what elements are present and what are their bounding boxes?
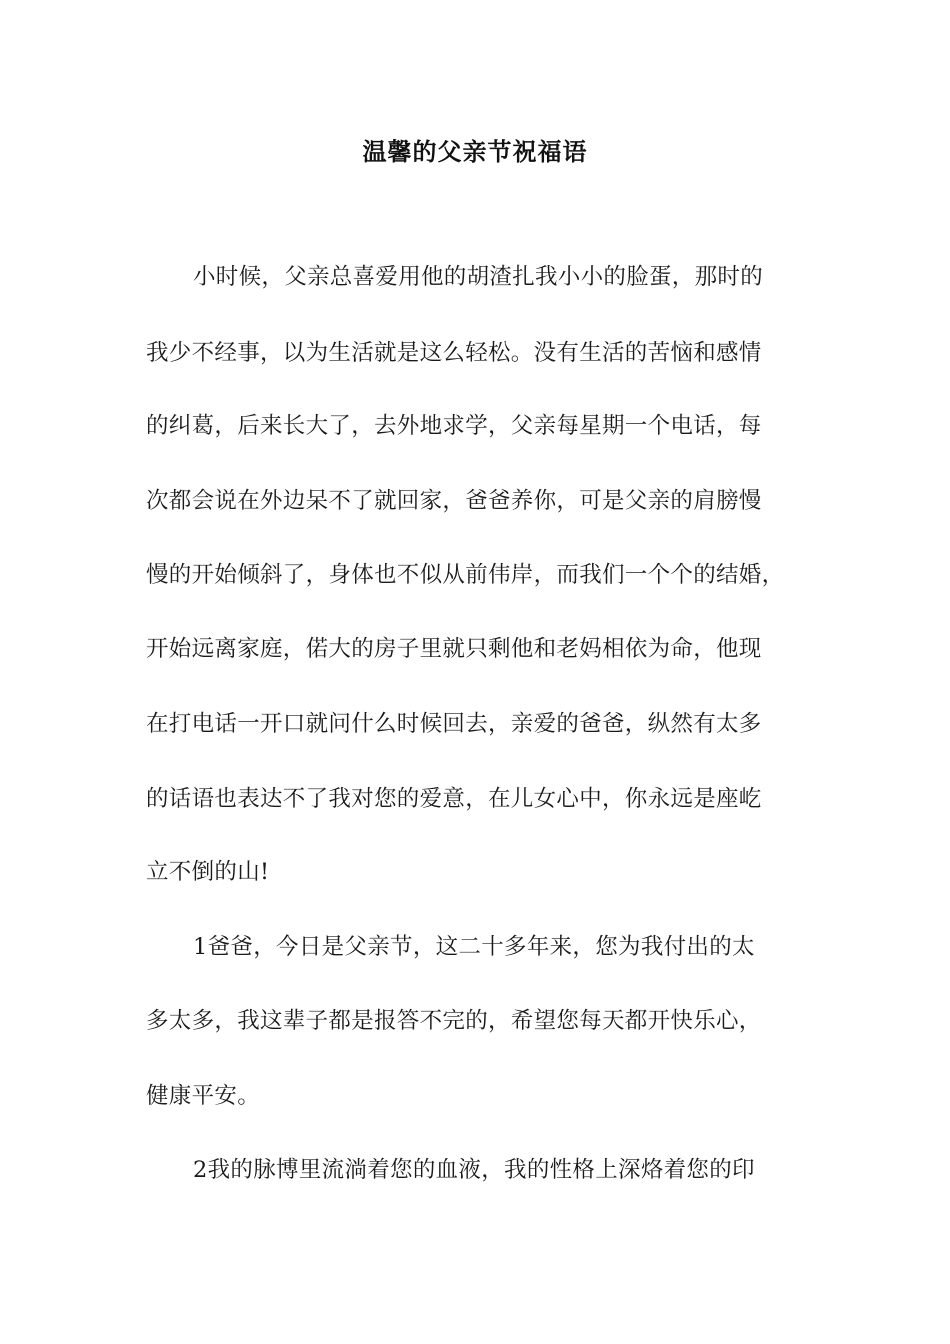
- paragraph-2-line-3: 健康平安。: [146, 1083, 261, 1109]
- paragraph-2-line-2: 多太多，我这辈子都是报答不完的，希望您每天都开快乐心，: [146, 1008, 762, 1034]
- paragraph-1-line-5: 慢的开始倾斜了，身体也不似从前伟岸，而我们一个个的结婚，: [146, 562, 785, 588]
- paragraph-1-line-6: 开始远离家庭，偌大的房子里就只剩他和老妈相依为命，他现: [146, 636, 762, 662]
- paragraph-1-line-7: 在打电话一开口就问什么时候回去，亲爱的爸爸，纵然有太多: [146, 711, 762, 737]
- paragraph-1-line-1: 小时候，父亲总喜爱用他的胡渣扎我小小的脸蛋，那时的: [193, 264, 764, 290]
- document-title: 温馨的父亲节祝福语: [362, 138, 588, 166]
- paragraph-1-line-4: 次都会说在外边呆不了就回家，爸爸养你，可是父亲的肩膀慢: [146, 488, 762, 514]
- paragraph-1-line-9: 立不倒的山!: [146, 859, 270, 885]
- paragraph-1-line-8: 的话语也表达不了我对您的爱意，在儿女心中，你永远是座屹: [146, 786, 762, 812]
- paragraph-1-line-3: 的纠葛，后来长大了，去外地求学，父亲每星期一个电话，每: [146, 413, 762, 439]
- paragraph-3-line-1: 2我的脉博里流淌着您的血液，我的性格上深烙着您的印: [193, 1157, 755, 1183]
- paragraph-1-line-2: 我少不经事，以为生活就是这么轻松。没有生活的苦恼和感情: [146, 340, 762, 366]
- paragraph-2-line-1: 1爸爸，今日是父亲节，这二十多年来，您为我付出的太: [193, 934, 755, 960]
